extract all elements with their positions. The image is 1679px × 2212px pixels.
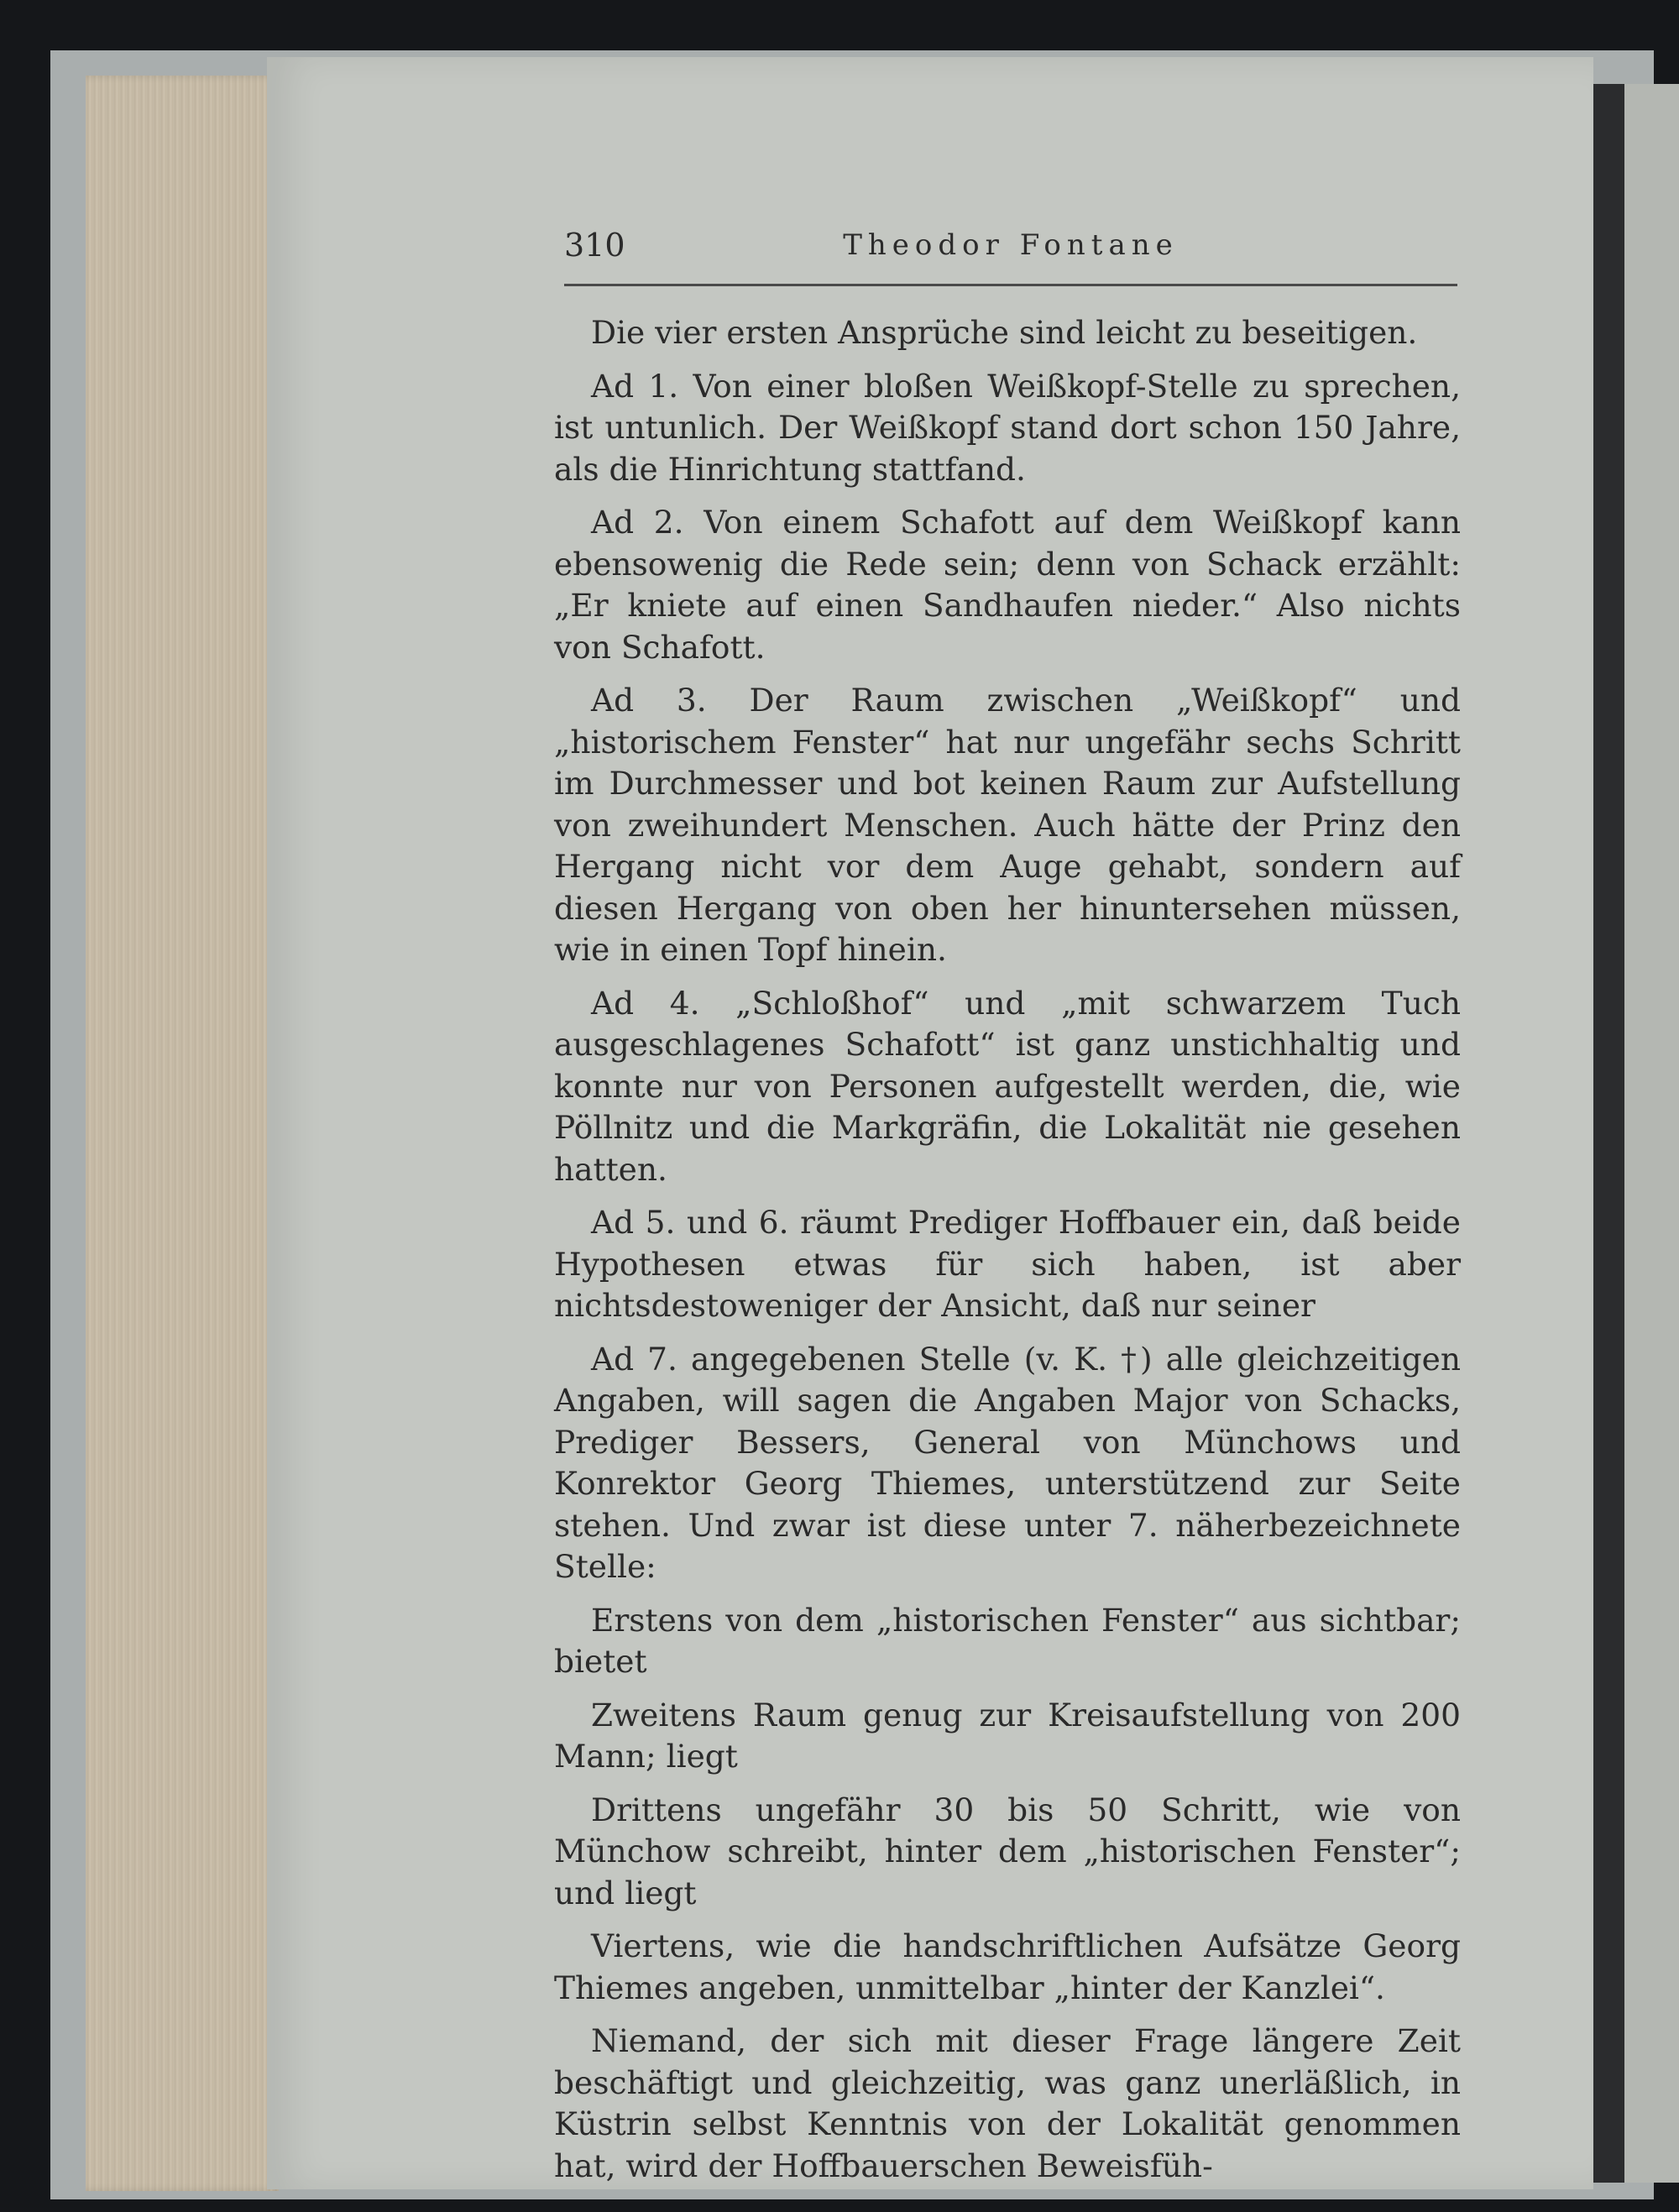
paragraph: Die vier ersten Ansprüche sind leicht zu beseitigen. — [591, 314, 1418, 351]
body-text — [554, 312, 1461, 2187]
paragraph: Drittens ungefähr 30 bis 50 Schritt, wie von Münchow schreibt, hinter dem „historischen Fenster“; und liegt — [554, 1791, 1461, 1911]
page-header — [564, 225, 1457, 286]
paragraph: Ad 2. Von einem Schafott auf dem Weißkopf kann ebensowenig die Rede sein; denn von Schack erzählt: „Er kniete auf einen Sandhaufen nieder.“ Also nichts von Schafott. — [554, 504, 1461, 666]
paragraph: Ad 3. Der Raum zwischen „Weißkopf“ und „historischem Fenster“ hat nur ungefähr sechs Schritt im Durchmesser und bot keinen Raum zur Aufstellung von zweihundert Menschen. Auch hätte der Prinz den Hergang nicht vor dem Auge gehabt, sondern auf diesen Hergang von oben her hinuntersehen müssen, wie in einen Topf hinein. — [554, 682, 1461, 968]
paragraph: Viertens, wie die handschriftlichen Aufsätze Georg Thiemes angeben, unmittelbar „hinter der Kanzlei“. — [554, 1927, 1461, 2006]
page-edges — [86, 76, 279, 2191]
paragraph: Ad 4. „Schloßhof“ und „mit schwarzem Tuch ausgeschlagenes Schafott“ ist ganz unstichhaltig und konnte nur von Personen aufgestellt werden, die, wie Pöllnitz und die Markgräfin, die Lokalität nie gesehen hatten. — [554, 984, 1461, 1188]
paragraph: Niemand, der sich mit dieser Frage längere Zeit beschäftigt und gleichzeitig, was ganz unerläßlich, in Küstrin selbst Kenntnis von der Lokalität genommen hat, wird der Hoffbauerschen Beweisfüh- — [554, 2022, 1461, 2184]
paragraph: Ad 1. Von einer bloßen Weißkopf-Stelle zu sprechen, ist untunlich. Der Weißkopf stand dort schon 150 Jahre, als die Hinrichtung stattfand. — [554, 367, 1461, 488]
paragraph: Erstens von dem „historischen Fenster“ aus sichtbar; bietet — [554, 1601, 1461, 1680]
page-number: 310 — [564, 227, 625, 264]
paragraph: Zweitens Raum genug zur Kreisaufstellung von 200 Mann; liegt — [554, 1696, 1461, 1775]
running-head: Theodor Fontane — [843, 228, 1179, 262]
next-page-edge — [1624, 84, 1679, 2183]
paragraph: Ad 5. und 6. räumt Prediger Hoffbauer ein, daß beide Hypothesen etwas für sich haben, ist aber nichtsdestoweniger der Ansicht, daß nur seiner — [554, 1204, 1461, 1324]
paragraph: Ad 7. angegebenen Stelle (v. K. †) alle gleichzeitigen Angaben, will sagen die Angaben Major von Schacks, Prediger Bessers, General von Münchows und Konrektor Georg Thiemes, unterstützend zur Seite stehen. Und zwar ist diese unter 7. näherbezeichnete Stelle: — [554, 1340, 1461, 1585]
